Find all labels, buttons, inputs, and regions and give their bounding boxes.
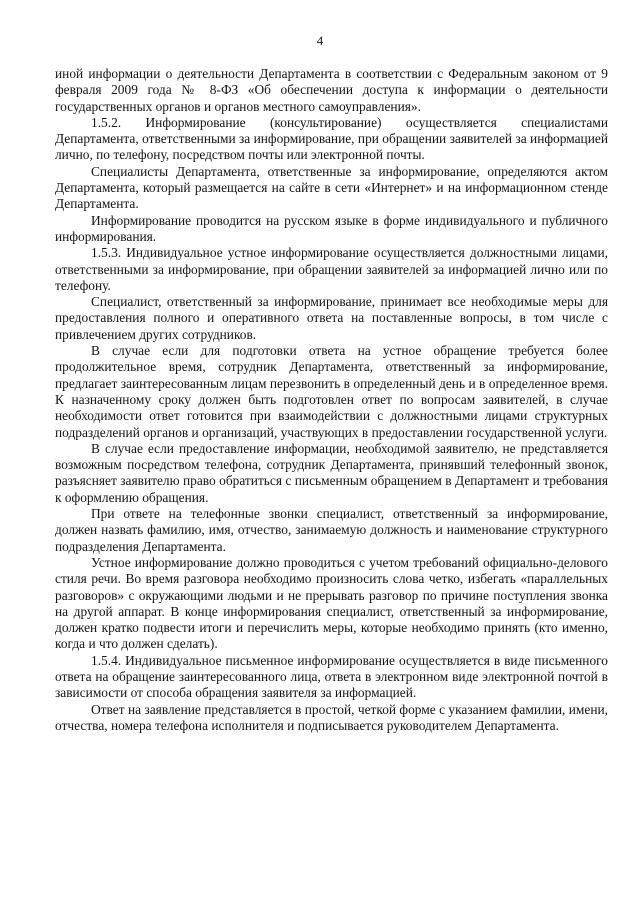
paragraph-specialists: Специалисты Департамента, ответственные за информирование, определяются актом Департамента, который размещается на сайте в сети «Интернет» и на информационном стенде Департамента.	[55, 163, 608, 212]
paragraph-answer-form: Ответ на заявление представляется в простой, четкой форме с указанием фамилии, имени, отчества, номера телефона исполнителя и подписывается руководителем Департамента.	[55, 701, 608, 733]
paragraph-1-5-3: 1.5.3. Индивидуальное устное информирование осуществляется должностными лицами, ответственными за информирование, при обращении заявителей за информацией лично или по телефону.	[55, 245, 608, 293]
paragraph-phone-answer: При ответе на телефонные звонки специалист, ответственный за информирование, должен назвать фамилию, имя, отчество, занимаемую должность и наименование структурного подразделения Департамента.	[55, 506, 608, 554]
paragraph-1-5-4: 1.5.4. Индивидуальное письменное информирование осуществляется в виде письменного ответа на обращение заинтересованного лица, ответа в электронном виде электронной почтой в зависимости от способа обращения заявителя за информацией.	[55, 652, 608, 701]
paragraph-phone-impossible: В случае если предоставление информации, необходимой заявителю, не представляется возможным посредством телефона, сотрудник Департамента, принявший телефонный звонок, разъясняет заявителю право обратиться с письменным обращением в Департамент и требования к оформлению обращения.	[55, 440, 608, 505]
paragraph-specialist-measures: Специалист, ответственный за информирование, принимает все необходимые меры для предоставления полного и оперативного ответа на поставленные вопросы, в том числе с привлечением других сотрудников.	[55, 294, 608, 342]
paragraph-longer-time: В случае если для подготовки ответа на устное обращение требуется более продолжительное время, сотрудник Департамента, ответственный за информирование, предлагает заинтересованным лицам перезвонить в определенный день и в определенное время. К назначенному сроку должен быть подготовлен ответ по вопросам заявителей, в случае необходимости ответ готовится при взаимодействии с должностными лицами структурных подразделений органов и организаций, участвующих в предоставлении государственной услуги.	[55, 343, 608, 440]
paragraph-1-5-2: 1.5.2. Информирование (консультирование) осуществляется специалистами Департамента, ответственными за информирование, при обращении заявителей за информацией лично, по телефону, посредством почты или электронной почты.	[55, 114, 608, 163]
paragraph-oral-style: Устное информирование должно проводиться с учетом требований официально-делового стиля речи. Во время разговора необходимо произносить слова четко, избегать «параллельных разговоров» с окружающими людьми и не прерывать разговор по причине поступления звонка на другой аппарат. В конце информирования специалист, ответственный за информирование, должен кратко подвести итоги и перечислить меры, которые необходимо принять (кто именно, когда и что должен сделать).	[55, 554, 608, 652]
document-body	[55, 66, 608, 734]
page-number: 4	[316, 33, 324, 48]
paragraph-language: Информирование проводится на русском языке в форме индивидуального и публичного информирования.	[55, 212, 608, 244]
paragraph-continuation: иной информации о деятельности Департамента в соответствии с Федеральным законом от 9 февраля 2009 года № 8-ФЗ «Об обеспечении доступа к информации о деятельности государственных органов и органов местного самоуправления».	[55, 66, 608, 114]
